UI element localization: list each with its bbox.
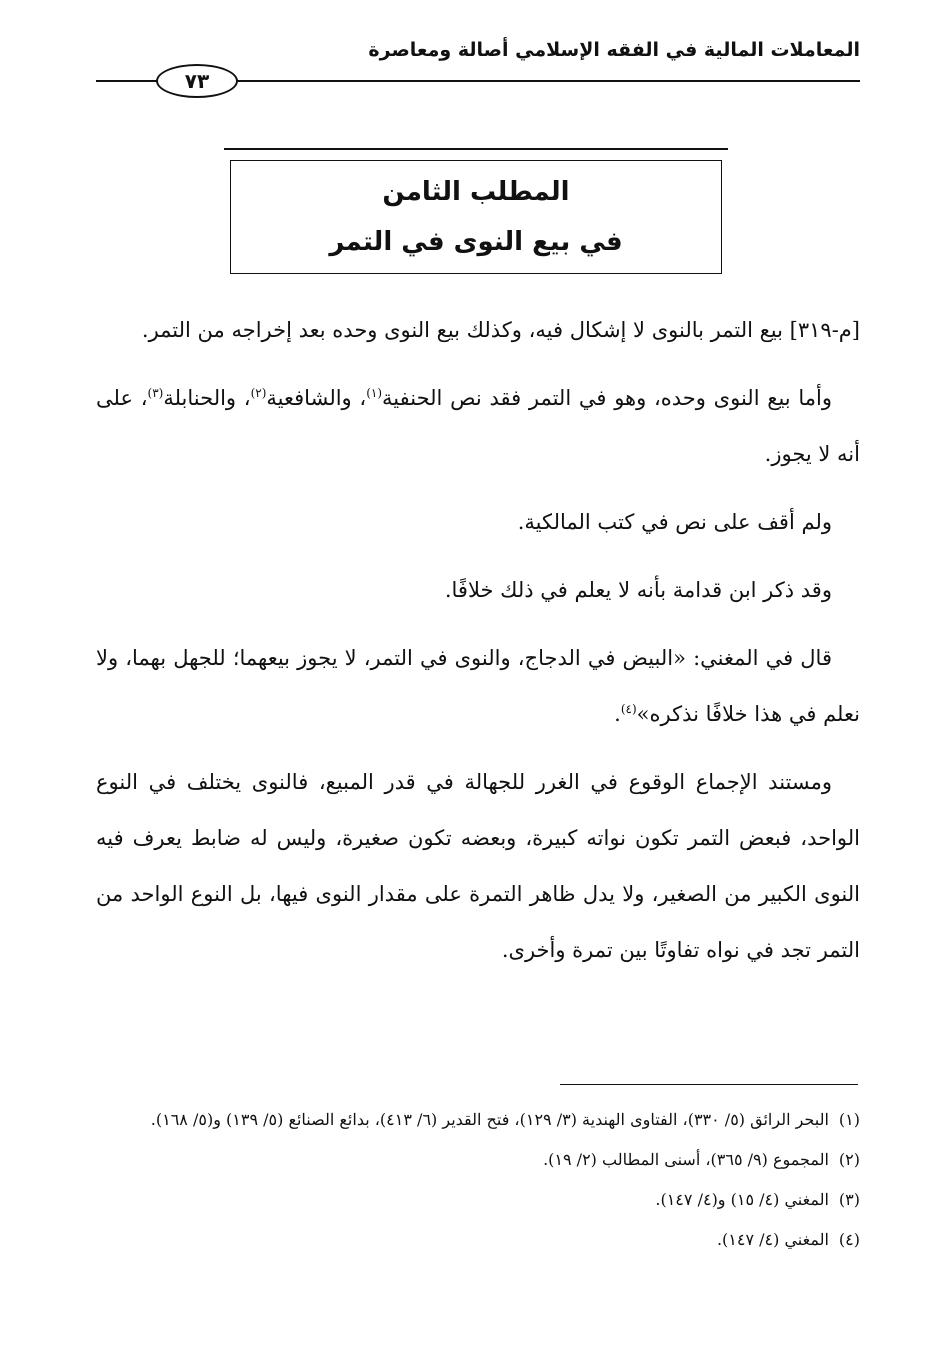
footnote-item [96, 1180, 860, 1220]
section-title-box [224, 148, 728, 274]
footnote-number: (٢) [838, 1150, 860, 1169]
footnote-number: (٣) [838, 1190, 860, 1209]
page-number: ٧٣ [156, 64, 238, 98]
footnote-marker-4: (٤) [620, 702, 637, 716]
footnote-text: المجموع (٩/ ٣٦٥)، أسنى المطالب (٢/ ١٩). [543, 1150, 829, 1169]
paragraph-4: وقد ذكر ابن قدامة بأنه لا يعلم في ذلك خلافًا. [444, 578, 832, 602]
section-heading: المطلب الثامن [382, 177, 570, 207]
footnote-marker-3: (٣) [147, 386, 164, 400]
section-subheading: في بيع النوى في التمر [329, 227, 623, 257]
footnote-text: المغني (٤/ ١٤٧). [716, 1230, 829, 1249]
footnote-item [96, 1220, 860, 1260]
footnote-item [96, 1100, 860, 1140]
paragraph-2-part-d: ، على أنه لا يجوز. [96, 386, 860, 466]
paragraph-3: ولم أقف على نص في كتب المالكية. [517, 510, 832, 534]
running-header-title: المعاملات المالية في الفقه الإسلامي أصالة ومعاصرة [368, 39, 860, 61]
footnote-marker-2: (٢) [250, 386, 267, 400]
footnote-marker-1: (١) [366, 386, 383, 400]
paragraph-5-part-b: . [614, 702, 621, 726]
footnote-text: البحر الرائق (٥/ ٣٣٠)، الفتاوى الهندية (٣/ ١٢٩)، فتح القدير (٦/ ٤١٣)، بدائع الصنائع (٥/ ١٣٩) و(٥/ ١٦٨). [150, 1110, 829, 1129]
paragraph-2-part-b: ، والشافعية [266, 386, 367, 410]
body-text [96, 302, 860, 990]
footnote-separator [560, 1084, 858, 1085]
footnote-number: (١) [838, 1110, 860, 1129]
paragraph-2 [96, 370, 860, 482]
paragraph-5 [96, 630, 860, 742]
footnote-item [96, 1140, 860, 1180]
section-title-frame [230, 160, 722, 274]
footnote-number: (٤) [838, 1230, 860, 1249]
paragraph-1: [م-٣١٩] بيع التمر بالنوى لا إشكال فيه، وكذلك بيع النوى وحده بعد إخراجه من التمر. [141, 318, 860, 342]
paragraph-6: ومستند الإجماع الوقوع في الغرر للجهالة في قدر المبيع، فالنوى يختلف في النوع الواحد، فبعض التمر تكون نواته كبيرة، وبعضه تكون صغيرة، وليس له ضابط يعرف فيه النوى الكبير من الصغير، ولا يدل ظاهر التمرة على مقدار النوى فيها، بل النوع الواحد من التمر تجد في نواه تفاوتًا بين تمرة وأخرى. [96, 770, 860, 962]
paragraph-2-part-c: ، والحنابلة [163, 386, 251, 410]
footnotes [96, 1100, 860, 1260]
paragraph-5-part-a: قال في المغني: «البيض في الدجاج، والنوى في التمر، لا يجوز بيعهما؛ للجهل بهما، ولا نعلم في هذا خلافًا نذكره» [96, 646, 860, 726]
paragraph-2-part-a: وأما بيع النوى وحده، وهو في التمر فقد نص الحنفية [382, 386, 832, 410]
footnote-text: المغني (٤/ ١٥) و(٤/ ١٤٧). [655, 1190, 829, 1209]
